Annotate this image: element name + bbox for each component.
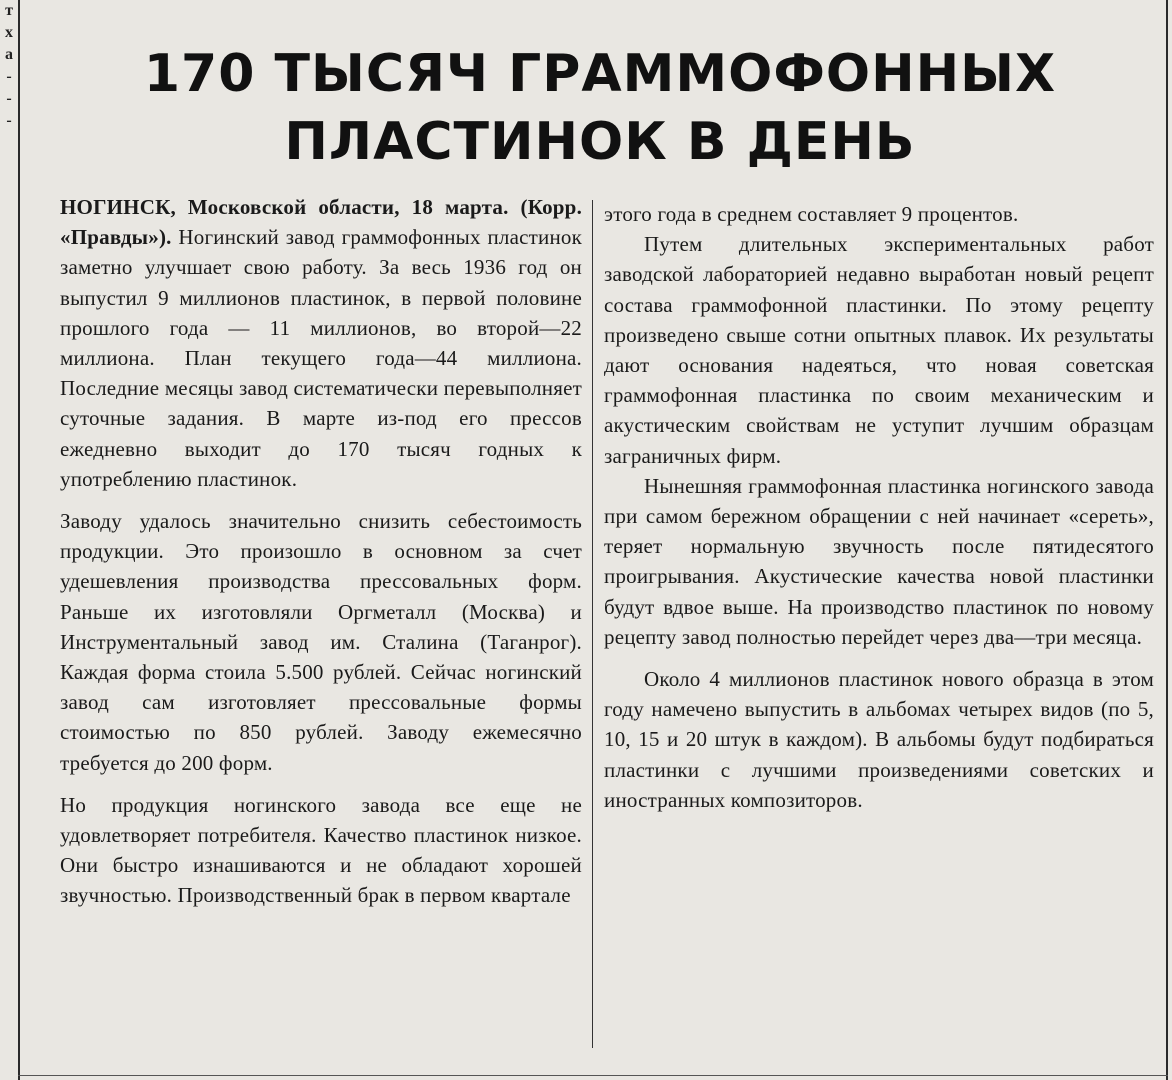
edge-letter: а [5, 46, 13, 63]
left-margin-edge [0, 0, 20, 1080]
article-paragraph-3-continued: этого года в среднем составляет 9 процентов. [604, 202, 1019, 226]
edge-letter: - [6, 68, 12, 85]
edge-letter: - [6, 112, 12, 129]
edge-letter: т [5, 2, 13, 19]
article-paragraph-4: Путем длительных экспериментальных работ заводской лабораторией недавно выработан новый рецепт состава граммофонной пластинки. По этому рецепту произведено свыше сотни опытных плавок. Их результаты дают основания надеяться, что новая советская граммофонная пластинка по своим механическим и акустическим свойствам не уступит лучшим образцам заграничных фирм. [604, 232, 1154, 468]
article-column-right [604, 199, 1154, 815]
headline [40, 40, 1160, 176]
paragraph-text: Ногинский завод граммофонных пластинок заметно улучшает свою работу. За весь 1936 год он выпустил 9 миллионов пластинок, в первой половине прошлого года — 11 миллионов, во второй—22 миллиона. План текущего года—44 миллиона. Последние месяцы завод систематически перевыполняет суточные задания. В марте из-под его прессов ежедневно выходит до 170 тысяч годных к употреблению пластинок. [60, 225, 583, 491]
dateline: НОГИНСК, Московской области, 18 марта. [60, 195, 509, 219]
article-paragraph-6: Около 4 миллионов пластинок нового образца в этом году намечено выпустить в альбомах четырех видов (по 5, 10, 15 и 20 штук в каждом). В альбомы будут подбираться пластинки с лучшими произведениями советских и иностранных композиторов. [604, 667, 1154, 812]
column-divider [592, 200, 593, 1048]
edge-letter: х [5, 24, 13, 41]
article-paragraph-2: Заводу удалось значительно снизить себестоимость продукции. Это произошло в основном за счет удешевления производства прессовальных форм. Раньше их изготовляли Оргметалл (Москва) и Инструментальный завод им. Сталина (Таганрог). Каждая форма стоила 5.500 рублей. Сейчас ногинский завод сам изготовляет прессовальные формы стоимостью по 850 рублей. Заводу ежемесячно требуется до 200 форм. [60, 509, 582, 775]
headline-line-1: 170 ТЫСЯЧ ГРАММОФОННЫХ [143, 44, 1057, 104]
article-column-left [60, 192, 582, 911]
edge-letter: - [6, 90, 12, 107]
right-margin-rule [1166, 0, 1168, 1080]
headline-line-2: ПЛАСТИНОК В ДЕНЬ [284, 112, 916, 172]
article-paragraph-5: Нынешняя граммофонная пластинка ногинского завода при самом бережном обращении с ней начинает «сереть», теряет нормальную звучность после пятидесятого проигрывания. Акустические качества новой пластинки будут вдвое выше. На производство пластинок по новому рецепту завод полностью перейдет через два—три месяца. [604, 473, 1154, 649]
article-paragraph-3: Но продукция ногинского завода все еще не удовлетворяет потребителя. Качество пластинок низкое. Они быстро изнашиваются и не обладают хорошей звучностью. Производственный брак в первом квартале [60, 792, 582, 908]
byline: (Корр. «Правды»). [60, 195, 583, 250]
article-paragraph-1 [60, 192, 582, 494]
bottom-rule [18, 1075, 1168, 1080]
